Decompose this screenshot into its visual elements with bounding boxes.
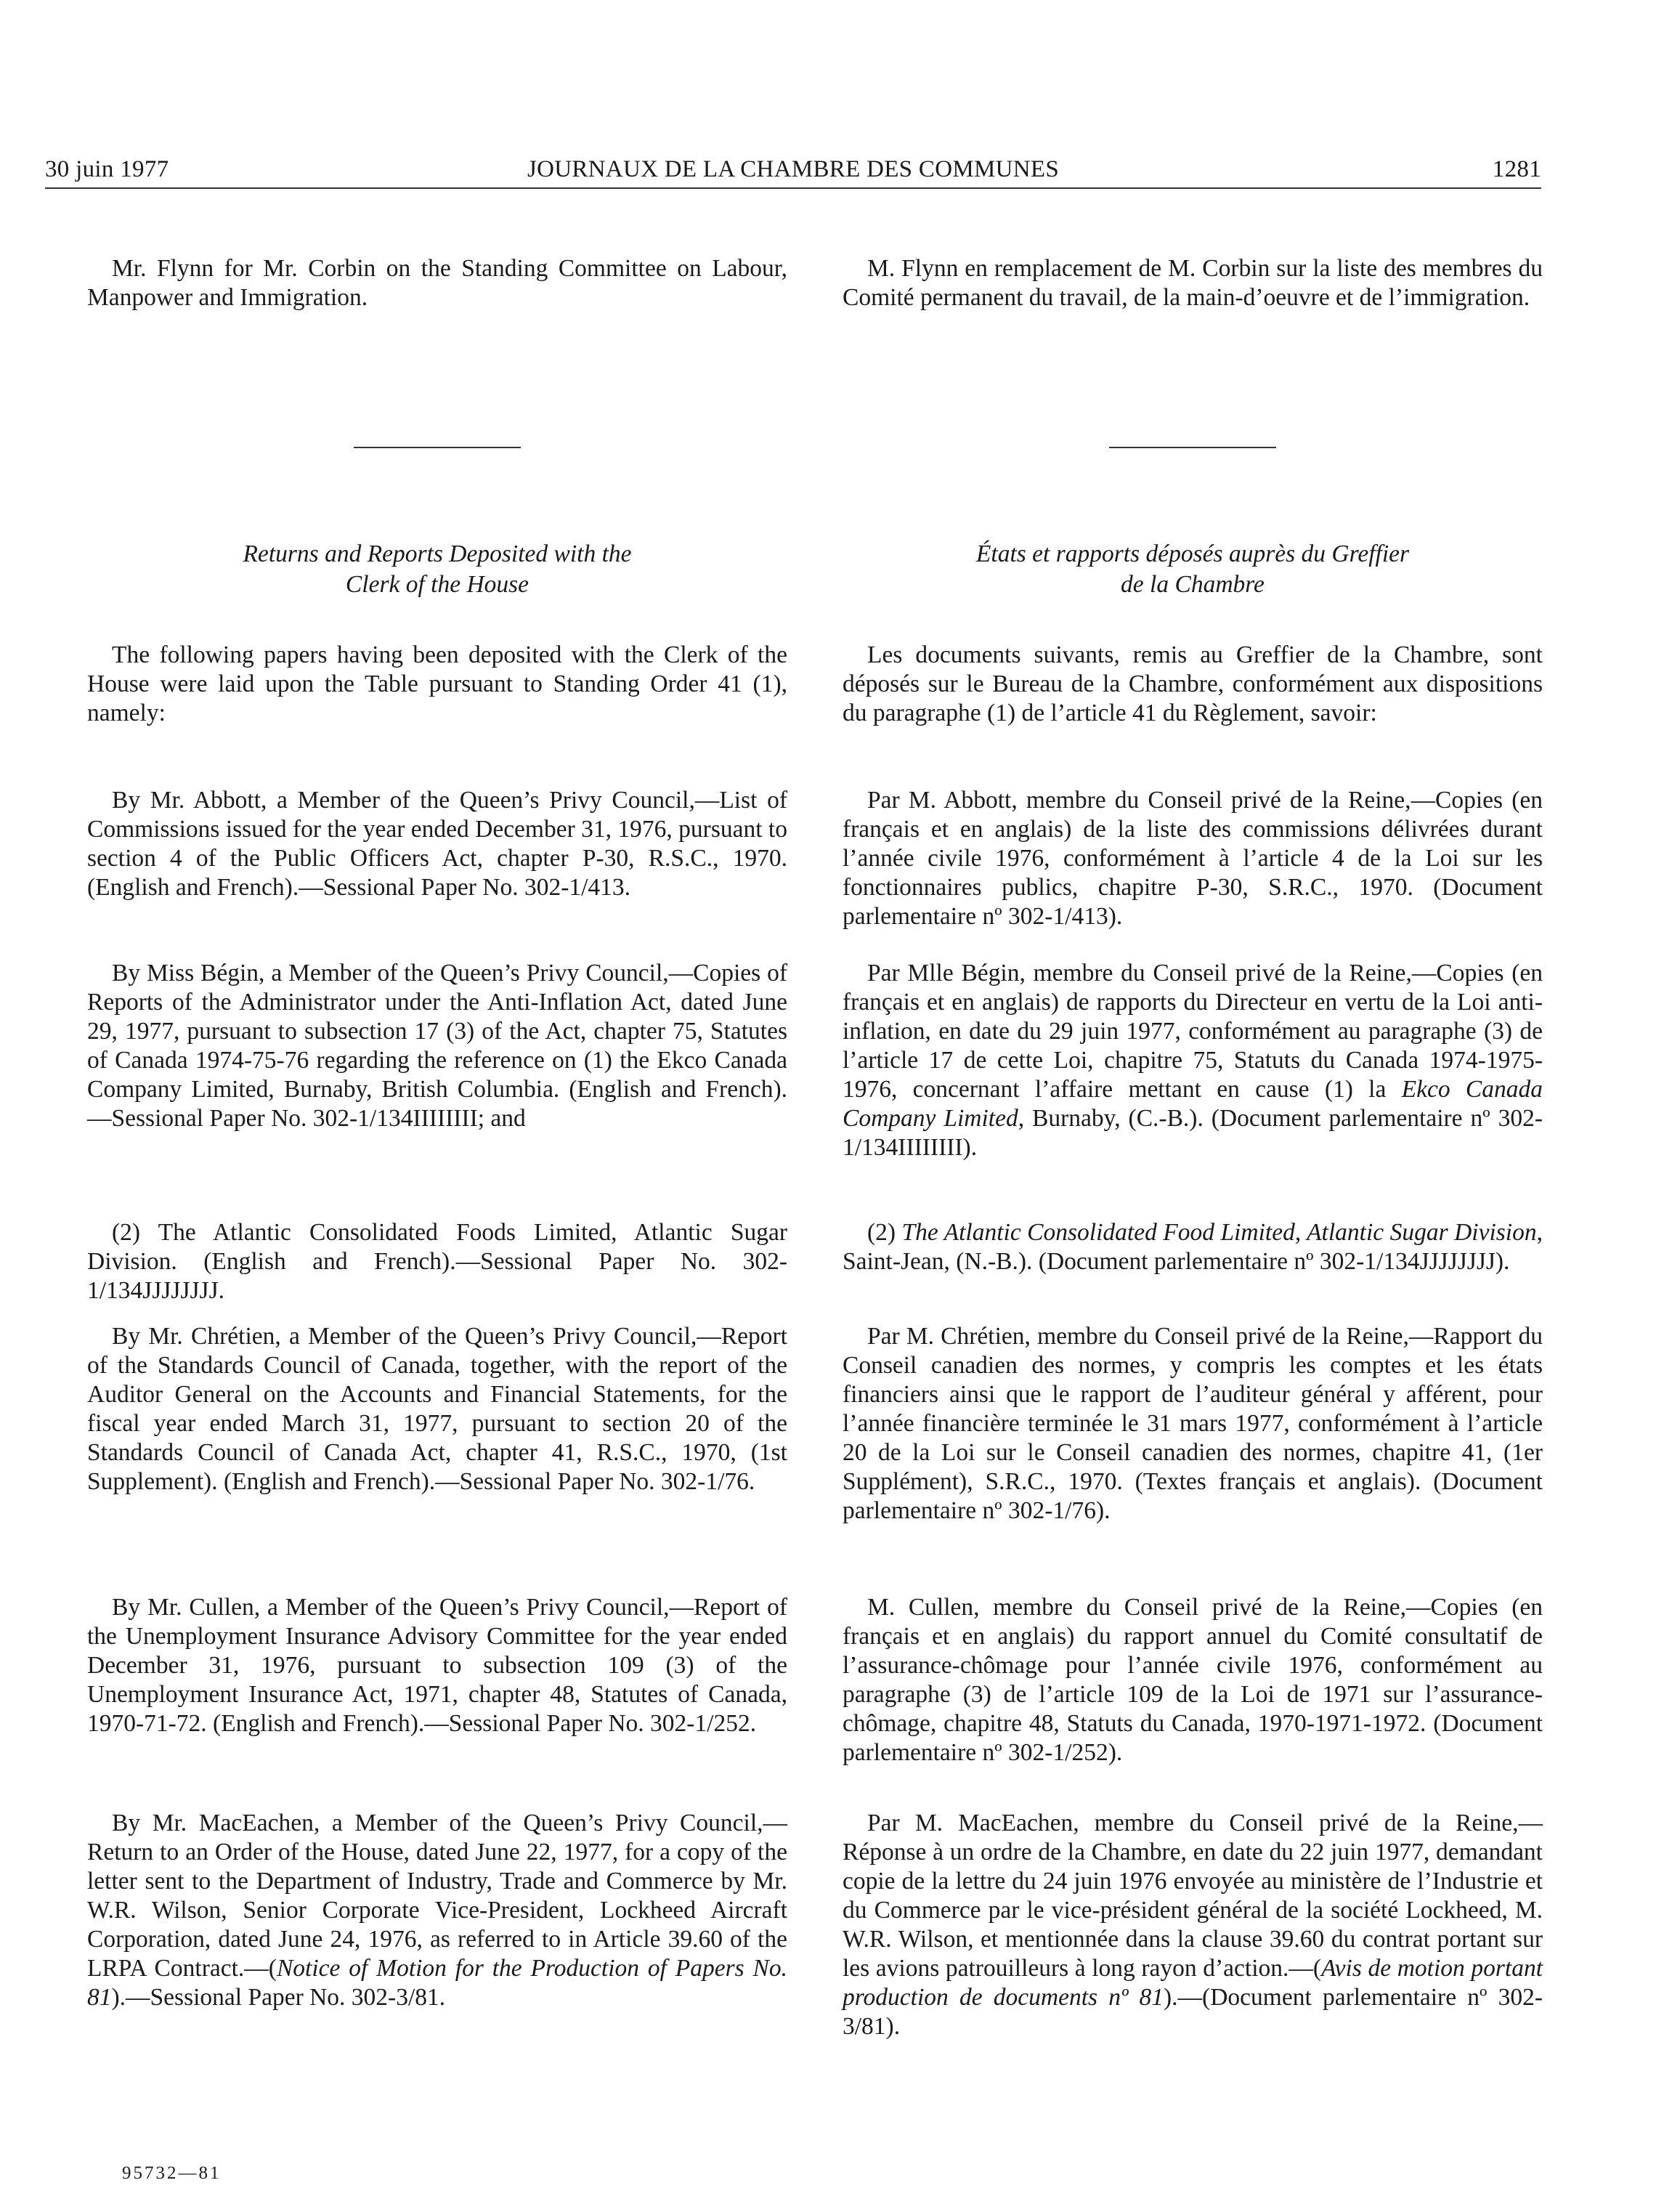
maceachen-notice-fr: Avis de motion portant production de documents nº 81	[843, 1955, 1543, 2011]
substitution-paragraph-fr: M. Flynn en remplacement de M. Corbin sur la liste des membres du Comité permanent du travail, de la main-d’oeuvre et de l’immigration.	[843, 255, 1543, 311]
intro-paragraph-en: The following papers having been deposited with the Clerk of the House were laid upon the Table pursuant to Standing Order 41 (1), namely:	[87, 641, 787, 726]
intro-paragraph-fr: Les documents suivants, remis au Greffier de la Chambre, sont déposés sur le Bureau de la Chambre, conformément aux dispositions du paragraphe (1) de l’article 41 du Règlement, savoir:	[843, 641, 1543, 726]
maceachen-paper-fr: ).—(Document parlementaire nº 302-3/81).	[843, 1984, 1543, 2040]
section-divider-fr	[843, 447, 1543, 448]
atlantic-entry-fr	[843, 1218, 1543, 1276]
begin-entry-en: By Miss Bégin, a Member of the Queen’s Privy Council,—Copies of Reports of the Administrator under the Anti-Inflation Act, dated June 29, 1977, pursuant to subsection 17 (3) of the Act, chapter 75, Statutes of Canada 1974-75-76 regarding the reference on (1) the Ekco Canada Company Limited, Burnaby, British Columbia. (English and French).—Sessional Paper No. 302-1/134IIIIIIII; and	[87, 960, 787, 1132]
print-code: 95732—81	[122, 2163, 222, 2183]
section-divider-en	[87, 447, 787, 448]
heading-line-2: Clerk of the House	[345, 571, 529, 598]
header-journal-title: JOURNAUX DE LA CHAMBRE DES COMMUNES	[527, 156, 1059, 182]
running-header	[45, 150, 1541, 189]
heading-line-1: Returns and Reports Deposited with the	[243, 540, 632, 567]
maceachen-notice-en: Notice of Motion for the Production of Papers No. 81	[87, 1955, 788, 2011]
cullen-entry-fr: M. Cullen, membre du Conseil privé de la Reine,—Copies (en français et en anglais) du rapport annuel du Comité consultatif de l’assurance-chômage pour l’année civile 1976, conformément au paragraphe (3) de l’article 109 de la Loi de 1971 sur l’assurance-chômage, chapitre 48, Statuts du Canada, 1970-1971-1972. (Document parlementaire nº 302-1/252).	[843, 1594, 1543, 1766]
begin-entry-fr	[843, 959, 1543, 1162]
begin-text-fr: Par Mlle Bégin, membre du Conseil privé de la Reine,—Copies (en français et en anglais) de rapports du Directeur en vertu de la Loi anti-inflation, en date du 29 juin 1977, conformément au paragraphe (3) de l’article 17 de cette Loi, chapitre 75, Statuts du Canada 1974-1975-1976, concernant l’affaire mettant en cause (1) la	[843, 960, 1543, 1103]
maceachen-entry-en	[87, 1809, 787, 2012]
cullen-entry-en: By Mr. Cullen, a Member of the Queen’s Privy Council,—Report of the Unemployment Insurance Advisory Committee for the year ended December 31, 1976, pursuant to subsection 109 (3) of the Unemployment Insurance Act, 1971, chapter 48, Statutes of Canada, 1970-71-72. (English and French).—Sessional Paper No. 302-1/252.	[87, 1594, 787, 1737]
maceachen-paper-en: ).—Sessional Paper No. 302-3/81.	[111, 1984, 446, 2011]
maceachen-entry-fr	[843, 1809, 1543, 2041]
chretien-entry-fr: Par M. Chrétien, membre du Conseil privé de la Reine,—Rapport du Conseil canadien des normes, y compris les comptes et les états financiers ainsi que le rapport de l’auditeur général y afférent, pour l’année financière terminée le 31 mars 1977, conformément à l’article 20 de la Loi sur le Conseil canadien des normes, chapitre 41, (1er Supplément), S.R.C., 1970. (Textes français et anglais). (Document parlementaire nº 302-1/76).	[843, 1323, 1543, 1524]
begin-company-fr: Ekco Canada Company Limited	[843, 1076, 1543, 1132]
header-date: 30 juin 1977	[45, 156, 169, 182]
maceachen-text-en: By Mr. MacEachen, a Member of the Queen’s Privy Council,—Return to an Order of the House, dated June 22, 1977, for a copy of the letter sent to the Department of Industry, Trade and Commerce by Mr. W.R. Wilson, Senior Corporate Vice-President, Lockheed Aircraft Corporation, dated June 24, 1976, as referred to in Article 39.60 of the LRPA Contract.—(	[87, 1810, 787, 1982]
abbott-entry-en: By Mr. Abbott, a Member of the Queen’s Privy Council,—List of Commissions issued for the year ended December 31, 1976, pursuant to section 4 of the Public Officers Act, chapter P-30, R.S.C., 1970. (English and French).—Sessional Paper No. 302-1/413.	[87, 787, 787, 901]
section-heading-en	[87, 539, 787, 600]
header-page-number: 1281	[1492, 156, 1541, 182]
atlantic-num-fr: (2)	[867, 1219, 902, 1246]
begin-paper-fr: , Burnaby, (C.-B.). (Document parlementaire nº 302-1/134IIIIIIII).	[843, 1105, 1543, 1161]
atlantic-company-fr: The Atlantic Consolidated Food Limited, Atlantic Sugar Division	[901, 1219, 1537, 1246]
atlantic-paper-fr: , Saint-Jean, (N.-B.). (Document parlementaire nº 302-1/134JJJJJJJJ).	[843, 1219, 1543, 1275]
maceachen-text-fr: Par M. MacEachen, membre du Conseil privé de la Reine,—Réponse à un ordre de la Chambre, en date du 22 juin 1977, demandant copie de la lettre du 24 juin 1976 envoyée au ministère de l’Industrie et du Commerce par le vice-président général de la société Lockheed, M. W.R. Wilson, et mentionnée dans la clause 39.60 du contrat portant sur les avions patrouilleurs à long rayon d’action.—(	[843, 1810, 1543, 1982]
heading-line-1: États et rapports déposés auprès du Greffier	[975, 540, 1410, 567]
abbott-entry-fr: Par M. Abbott, membre du Conseil privé de la Reine,—Copies (en français et en anglais) de la liste des commissions délivrées durant l’année civile 1976, conformément à l’article 4 de la Loi sur les fonctionnaires publics, chapitre P-30, S.R.C., 1970. (Document parlementaire nº 302-1/413).	[843, 787, 1543, 930]
atlantic-entry-en: (2) The Atlantic Consolidated Foods Limited, Atlantic Sugar Division. (English and French).—Sessional Paper No. 302-1/134JJJJJJJJ.	[87, 1219, 787, 1304]
section-heading-fr	[843, 539, 1543, 600]
heading-line-2: de la Chambre	[1121, 571, 1265, 598]
substitution-paragraph-en: Mr. Flynn for Mr. Corbin on the Standing Committee on Labour, Manpower and Immigration.	[87, 255, 787, 311]
chretien-entry-en: By Mr. Chrétien, a Member of the Queen’s Privy Council,—Report of the Standards Council of Canada, together, with the report of the Auditor General on the Accounts and Financial Statements, for the fiscal year ended March 31, 1977, pursuant to section 20 of the Standards Council of Canada Act, chapter 41, R.S.C., 1970, (1st Supplement). (English and French).—Sessional Paper No. 302-1/76.	[87, 1323, 787, 1495]
